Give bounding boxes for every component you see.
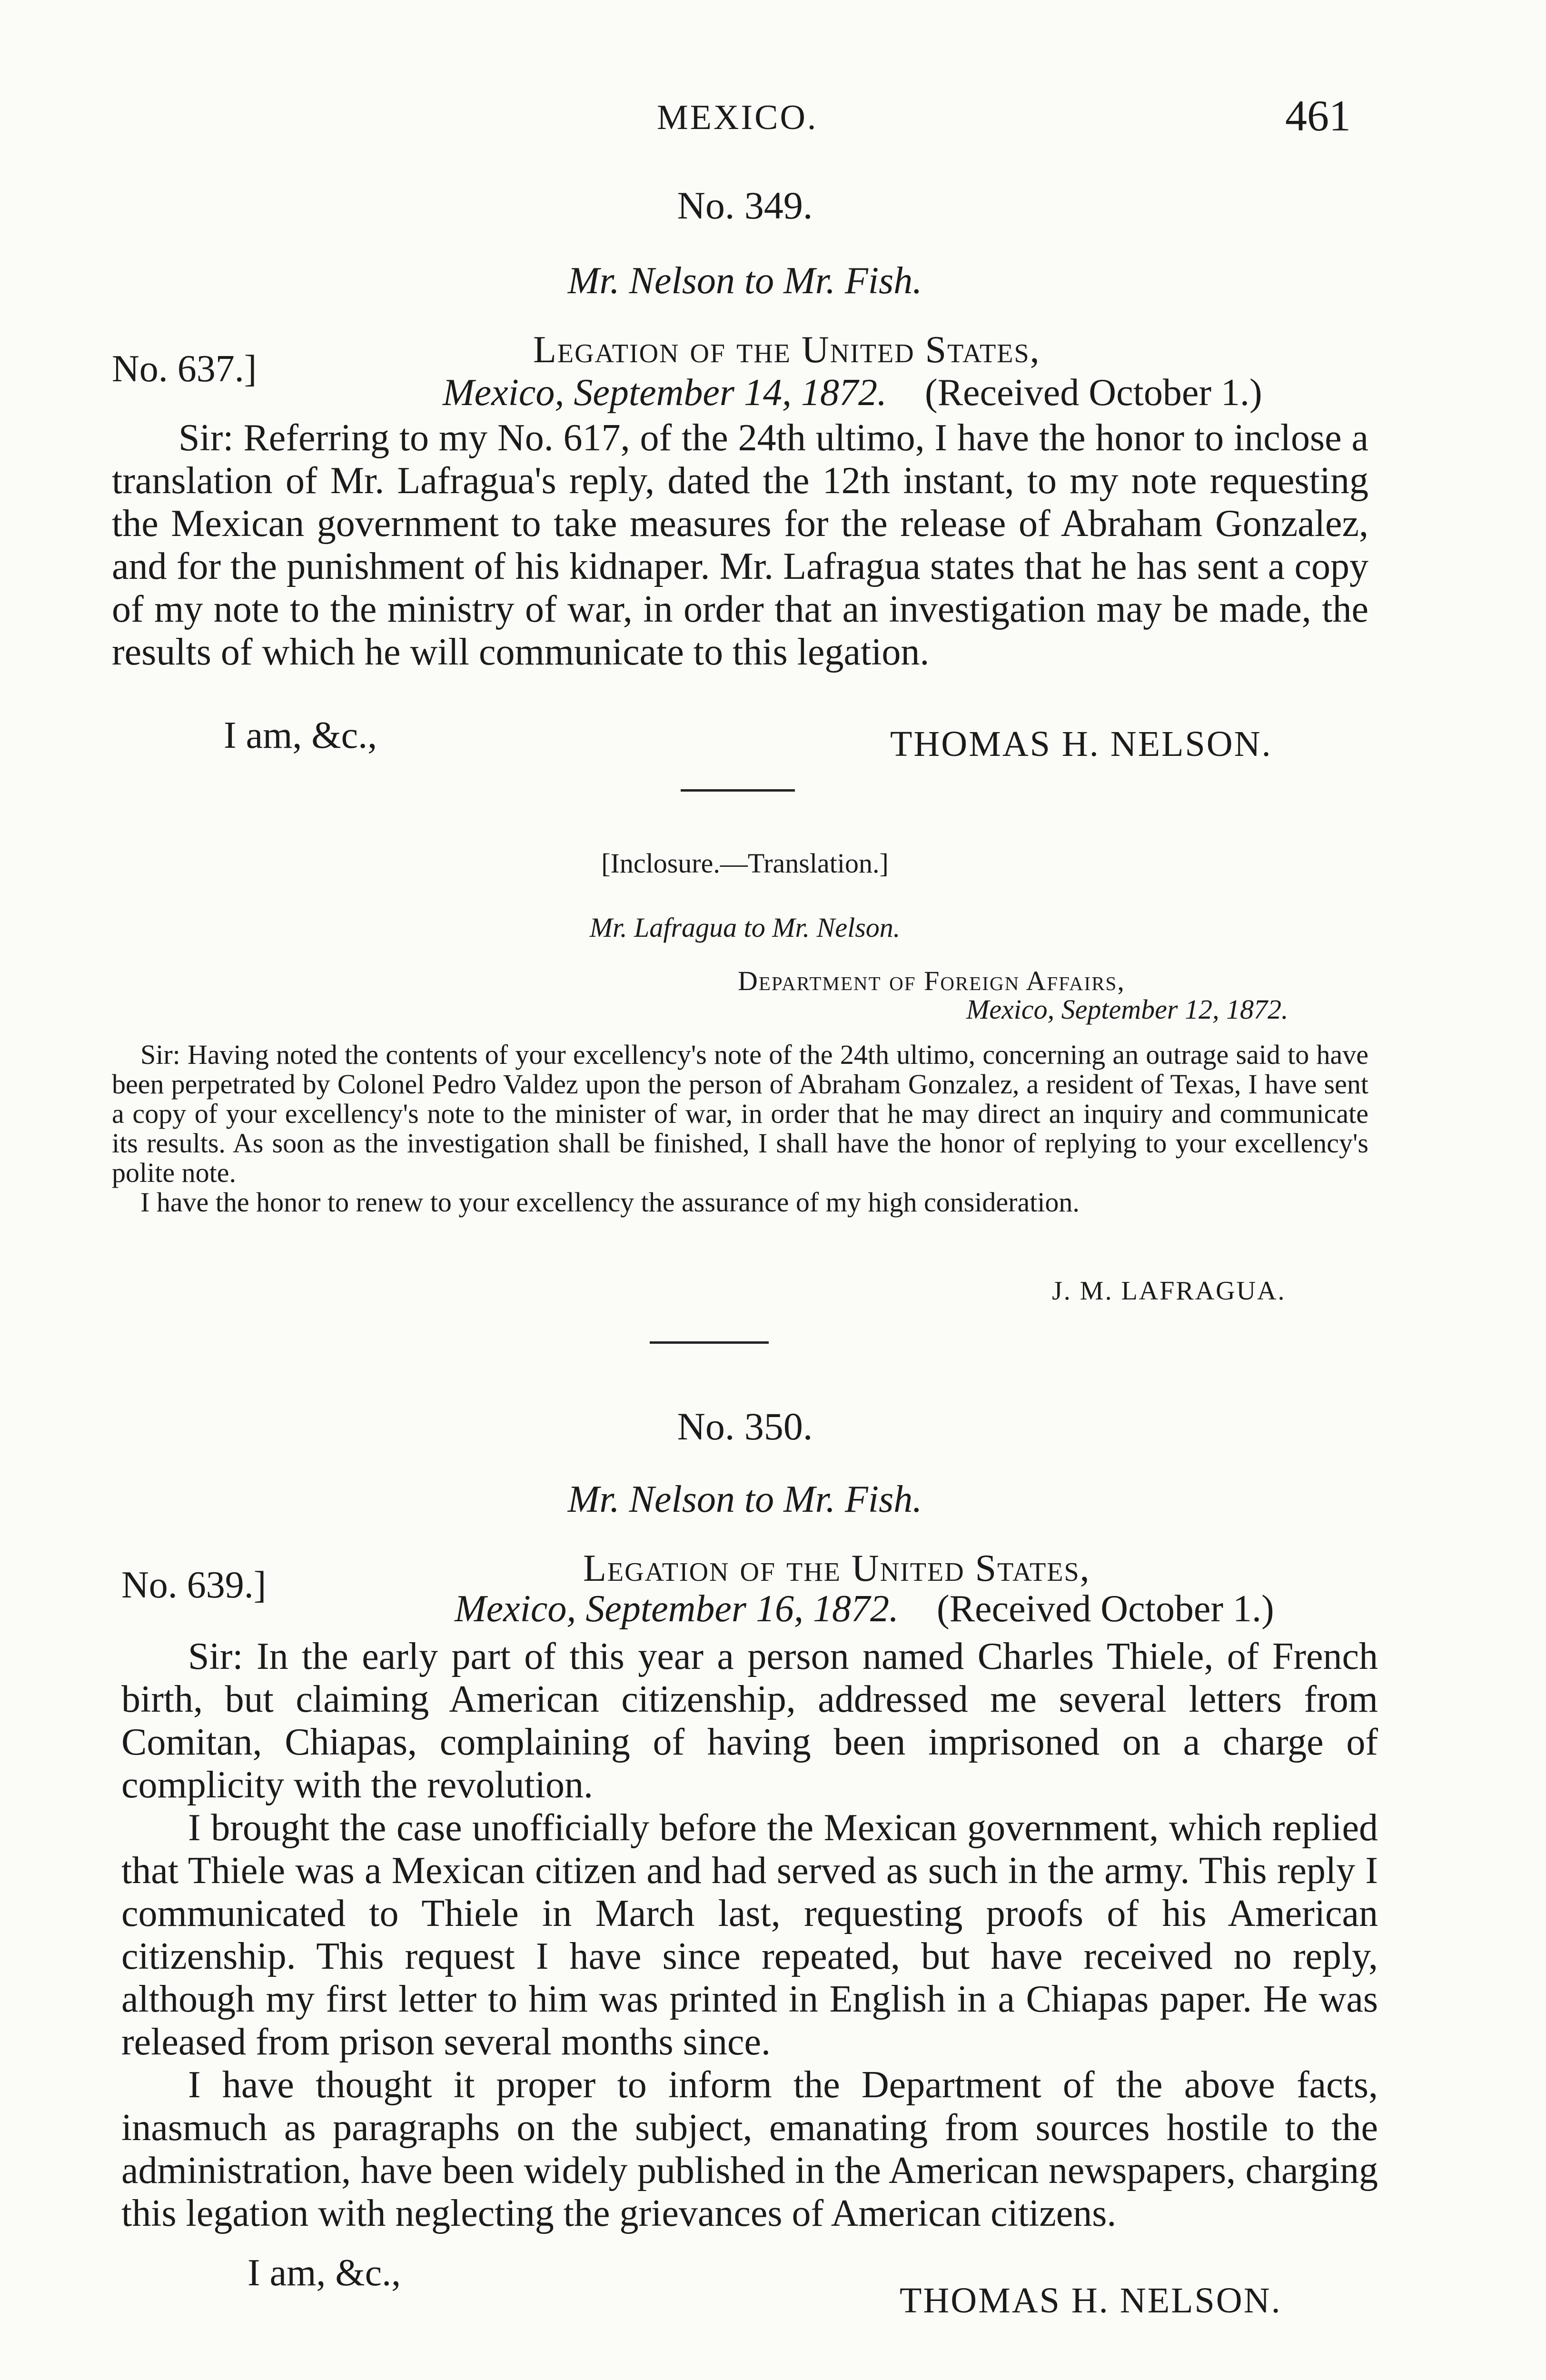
doc1-body xyxy=(112,416,1368,674)
doc2-legation: Legation of the United States, xyxy=(583,1547,1090,1589)
doc2-para-2: I brought the case unofficially before the Mexican government, which replied that Thiele was a Mexican citizen and had served as such in the army. This reply I communicated to Thiele in March last, requesting proofs of his American citizenship. This request I have since repeated, but have received no reply, although my first letter to him was printed in English in a Chiapas paper. He was released from prison several months since. xyxy=(121,1807,1378,2063)
divider xyxy=(650,1341,769,1344)
doc2-para-1: Sir: In the early part of this year a person named Charles Thiele, of French birth, but claiming American citizenship, addressed me several letters from Comitan, Chiapas, complaining of having been imprisoned on a charge of complicity with the revolution. xyxy=(121,1636,1378,1806)
doc2-number: No. 350. xyxy=(677,1405,813,1448)
doc1-dateline xyxy=(443,371,1262,414)
doc2-para-3: I have thought it proper to inform the Department of the above facts, inasmuch as paragraphs on the subject, emanating from sources hostile to the administration, have been widely published in the American newspapers, charging this legation with neglecting the grievances of American citizens. xyxy=(121,2064,1378,2234)
doc1-closing: I am, &c., xyxy=(224,714,377,756)
doc1-dispatch-number: No. 637.] xyxy=(112,348,257,390)
doc1-place-date: Mexico, September 14, 1872. xyxy=(443,372,887,414)
doc2-signature: THOMAS H. NELSON. xyxy=(900,2281,1282,2320)
doc2-closing: I am, &c., xyxy=(248,2252,401,2294)
doc2-place-date: Mexico, September 16, 1872. xyxy=(455,1588,899,1630)
doc2-dateline xyxy=(455,1587,1274,1630)
enclosure-title: Mr. Lafragua to Mr. Nelson. xyxy=(589,912,901,943)
divider xyxy=(681,789,795,792)
doc2-dispatch-number: No. 639.] xyxy=(121,1564,267,1606)
doc2-received: (Received October 1.) xyxy=(937,1588,1274,1630)
doc1-signature: THOMAS H. NELSON. xyxy=(890,724,1272,764)
enclosure-para-2: I have the honor to renew to your excellency the assurance of my high consideration. xyxy=(140,1187,1080,1218)
enclosure-para-1: Sir: Having noted the contents of your excellency's note of the 24th ultimo, concerning an outrage said to have been perpetrated by Colonel Pedro Valdez upon the person of Abraham Gonzalez, a resident of Texas, I have sent a copy of your excellency's note to the minister of war, in order that he may direct an inquiry and communicate its results. As soon as the investigation shall be finished, I shall have the honor of replying to your excellency's polite note. xyxy=(112,1039,1368,1188)
enclosure-department: Department of Foreign Affairs, xyxy=(738,965,1125,996)
enclosure-label: [Inclosure.—Translation.] xyxy=(601,848,889,879)
doc1-title: Mr. Nelson to Mr. Fish. xyxy=(567,260,922,302)
page-number: 461 xyxy=(1285,91,1351,140)
doc2-body xyxy=(121,1635,1378,2235)
doc1-received: (Received October 1.) xyxy=(925,372,1262,414)
enclosure-signature: J. M. LAFRAGUA. xyxy=(1052,1276,1286,1306)
doc2-title: Mr. Nelson to Mr. Fish. xyxy=(567,1478,922,1520)
running-head: MEXICO. xyxy=(657,98,818,137)
doc1-body-text: Sir: Referring to my No. 617, of the 24th ultimo, I have the honor to inclose a translation of Mr. Lafragua's reply, dated the 12th instant, to my note requesting the Mexican government to take measures for the release of Abraham Gonzalez, and for the punishment of his kidnaper. Mr. Lafragua states that he has sent a copy of my note to the ministry of war, in order that an investigation may be made, the results of which he will communicate to this legation. xyxy=(112,417,1368,673)
enclosure-place-date: Mexico, September 12, 1872. xyxy=(966,994,1288,1025)
enclosure-body xyxy=(112,1040,1368,1217)
doc1-number: No. 349. xyxy=(677,184,813,227)
doc1-legation: Legation of the United States, xyxy=(533,329,1041,371)
